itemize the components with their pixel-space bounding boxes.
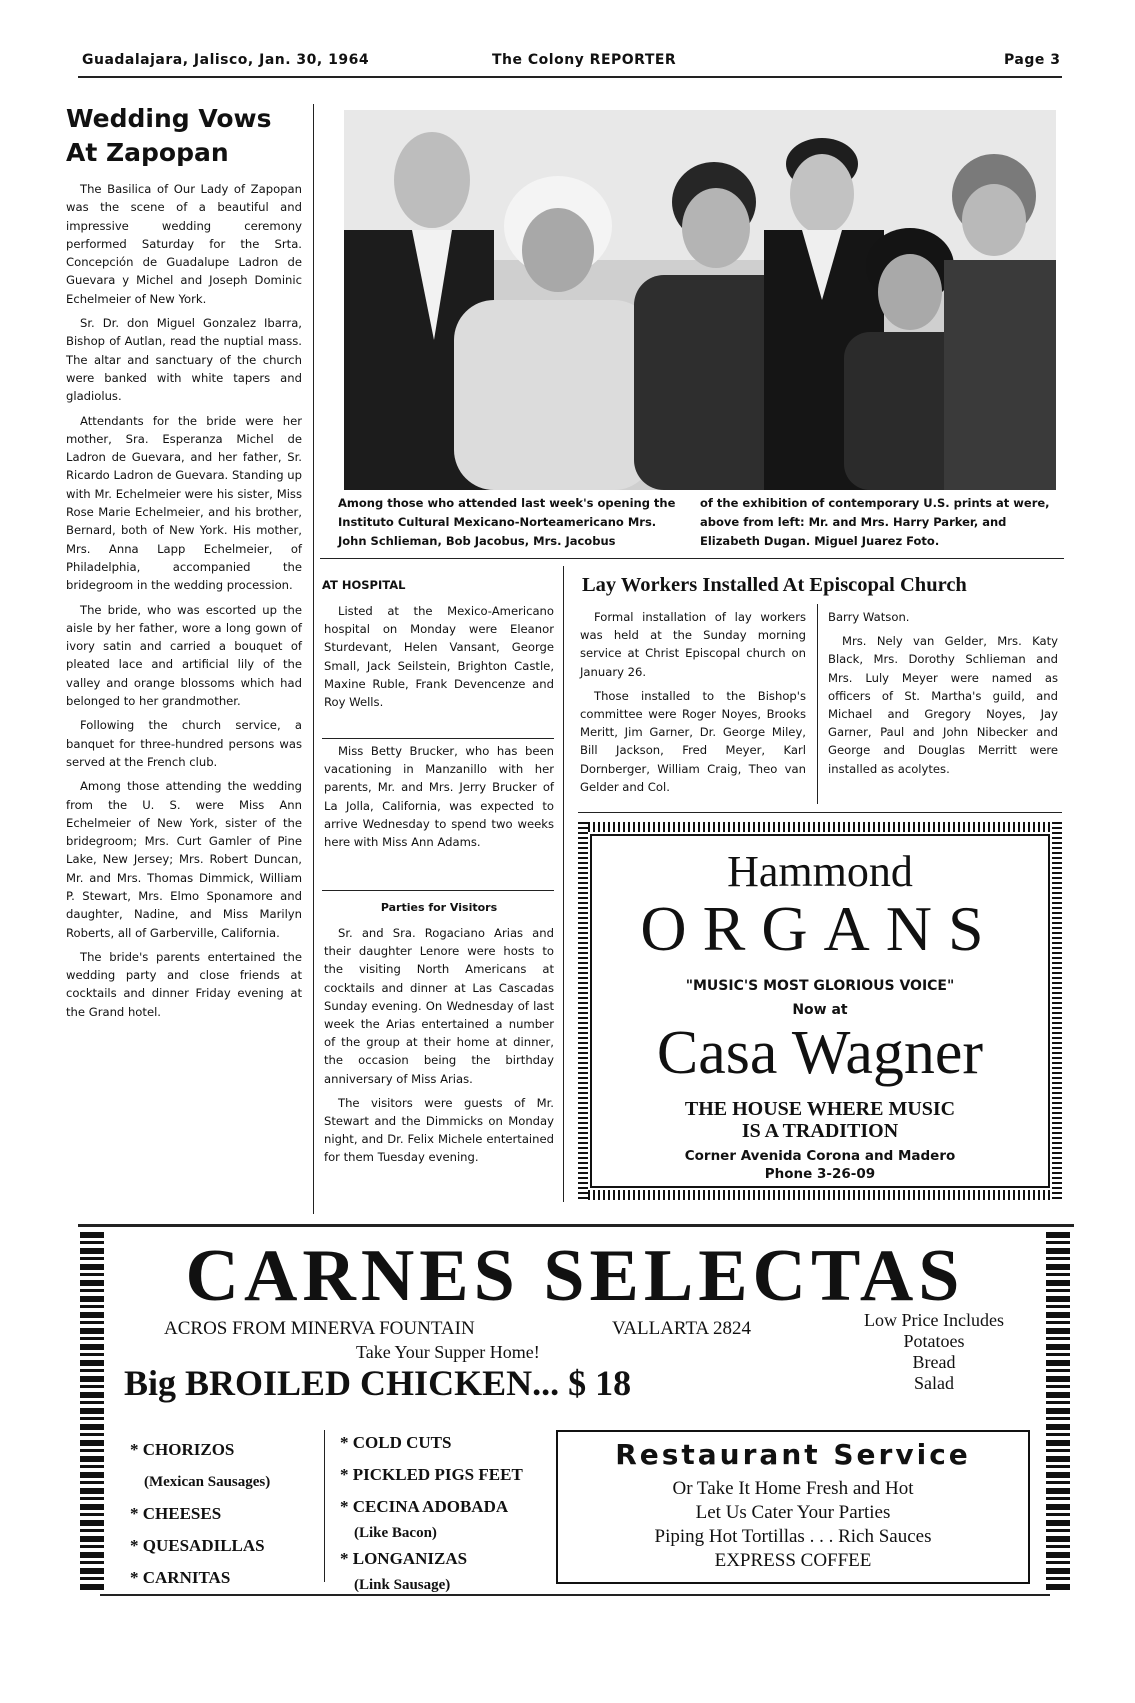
list-item: * LONGANIZAS — [340, 1549, 468, 1568]
ad-border-bottom — [578, 1190, 1062, 1200]
lay-workers-paragraph: Barry Watson. — [828, 610, 910, 624]
restaurant-line: EXPRESS COFFEE — [714, 1550, 872, 1571]
wedding-paragraph: Among those attending the wedding from the U. S. were Miss Ann Echelmeier of New York, sister of the bridegroom; Mrs. Curt Gamler of Pine Lake, New Jersey; Mrs. Robert Duncan, Mr. and Mrs. Thomas Dimmick, William P. Stewart, Mrs. Elmo Sponamore and daughter, Nadine, and Miss Marilyn Roberts, all of Garberville, California. — [66, 779, 302, 940]
carnes-address-left: ACROS FROM MINERVA FOUNTAIN — [164, 1318, 475, 1339]
bullet-icon: * — [340, 1549, 349, 1568]
wedding-paragraph: The Basilica of Our Lady of Zapopan was the scene of a beautiful and impressive wedding ceremony performed Saturday for the Srta. Concepción de Guadalupe Ladron de Guevara y Michel and Joseph Dominic Echelmeier of New York. — [66, 182, 302, 306]
hospital-article — [324, 602, 554, 717]
parties-heading: Parties for Visitors — [380, 901, 498, 914]
carnes-list-right — [340, 1430, 523, 1598]
parties-paragraph: The visitors were guests of Mr. Stewart and the Dimmicks on Monday night, and Dr. Felix Michele entertained for them Tuesday evening. — [324, 1095, 554, 1165]
carnes-address-right: VALLARTA 2824 — [612, 1318, 751, 1339]
hammond-phone: Phone 3-26-09 — [764, 1166, 876, 1182]
carnes-selectas-title: CARNES SELECTAS — [185, 1235, 965, 1317]
ad-border-left — [578, 822, 588, 1200]
bullet-icon: * — [130, 1536, 139, 1555]
restaurant-line: Or Take It Home Fresh and Hot — [672, 1478, 914, 1499]
wedding-paragraph: Following the church service, a banquet for three-hundred persons was served at the French club. — [66, 718, 302, 769]
photo-caption-left: Among those who attended last week's opening the Instituto Cultural Mexicano-Norteamericano Mrs. John Schlieman, Bob Jacobus, Mrs. Jacobus — [338, 496, 676, 548]
hammond-organs-ad — [578, 822, 1062, 1200]
restaurant-line: Piping Hot Tortillas . . . Rich Sauces — [654, 1526, 932, 1547]
ornament-border-left — [80, 1232, 104, 1592]
lay-workers-paragraph: Formal installation of lay workers was held at the Sunday morning service at Christ Episcopal church on January 26. — [580, 610, 806, 679]
brucker-article — [324, 742, 554, 857]
includes-line: Potatoes — [903, 1331, 965, 1351]
hospital-heading: AT HOSPITAL — [322, 578, 406, 592]
carnes-list-left — [130, 1434, 270, 1594]
list-item-note: (Like Bacon) — [354, 1525, 437, 1541]
bullet-icon: * — [340, 1433, 349, 1452]
parties-article — [324, 924, 554, 1173]
header-rule — [78, 76, 1062, 78]
bullet-icon: * — [340, 1497, 349, 1516]
wedding-paragraph: Sr. Dr. don Miguel Gonzalez Ibarra, Bishop of Autlan, read the nuptial mass. The altar and sanctuary of the church were banked with white tapers and gladiolus. — [66, 316, 302, 404]
parties-paragraph: Sr. and Sra. Rogaciano Arias and their daughter Lenore were hosts to the visiting North Americans at cocktails and dinner at Las Cascadas Sunday evening. On Wednesday of last week the Arias entertained a number of the group at their home at dinner, the occasion being the birthday anniversary of Miss Arias. — [324, 926, 554, 1086]
bullet-icon: * — [340, 1465, 349, 1484]
article-divider — [322, 890, 554, 891]
list-item: * COLD CUTS — [340, 1433, 452, 1452]
article-divider — [322, 738, 554, 739]
includes-line: Bread — [912, 1352, 956, 1372]
hammond-tagline-1: THE HOUSE WHERE MUSIC — [684, 1098, 956, 1120]
header-dateline: Guadalajara, Jalisco, Jan. 30, 1964 — [82, 52, 370, 68]
list-divider — [324, 1430, 325, 1582]
ad-bottom-rule — [100, 1594, 1050, 1596]
lay-workers-headline: Lay Workers Installed At Episcopal Church — [582, 574, 967, 596]
ad-top-rule — [78, 1224, 1074, 1227]
bullet-icon: * — [130, 1440, 139, 1459]
hammond-address: Corner Avenida Corona and Madero — [684, 1148, 956, 1164]
hospital-text: Listed at the Mexico-Americano hospital on Monday were Eleanor Sturdevant, Helen Vansant, George Small, Jack Seilstein, Brighton Castle, Maxine Ruble, Frank Devencenze and Roy Wells. — [324, 604, 554, 710]
wedding-headline-line1: Wedding Vows — [66, 104, 272, 133]
wedding-paragraph: Attendants for the bride were her mother, Sra. Esperanza Michel de Ladron de Guevara, and her father, Sr. Ricardo Ladron de Guevara. Standing up with Mr. Echelmeier were his sister, Miss Rose Marie Echelmeier, and his brother, Bernard, both of New York. His mother, Mrs. Anna Lapp Echelmeier, of Philadelphia, accompanied the bridegroom in the wedding procession. — [66, 413, 302, 593]
list-item: * PICKLED PIGS FEET — [340, 1465, 523, 1484]
carnes-chicken-offer: Big BROILED CHICKEN... $ 18 — [124, 1363, 632, 1403]
list-item: * CHEESES — [130, 1504, 222, 1523]
caption-rule — [320, 558, 1064, 559]
wedding-article — [66, 180, 302, 1027]
header-page-number: Page 3 — [1004, 52, 1061, 68]
column-divider — [563, 566, 564, 1202]
ornament-border-right — [1046, 1232, 1070, 1592]
hammond-tagline-2: IS A TRADITION — [741, 1120, 899, 1142]
wedding-headline-line2: At Zapopan — [66, 138, 229, 167]
casa-wagner-title: Casa Wagner — [656, 1019, 984, 1087]
carnes-includes — [834, 1310, 1034, 1394]
lay-workers-col2 — [828, 608, 1058, 784]
bullet-icon: * — [130, 1568, 139, 1587]
organs-title: ORGANS — [640, 893, 1000, 964]
ad-border-top — [578, 822, 1062, 832]
restaurant-line: Let Us Cater Your Parties — [695, 1502, 891, 1523]
lay-workers-col1 — [580, 608, 806, 802]
list-item-note: (Mexican Sausages) — [144, 1474, 271, 1490]
ad-border-right — [1052, 822, 1062, 1200]
lay-workers-paragraph: Those installed to the Bishop's committee were Roger Noyes, Brooks Meritt, Jim Garner, Dr. George Miley, Bill Jackson, Fred Meyer, Karl Dornberger, William Craig, Theo van Gelder and Col. — [580, 688, 806, 794]
list-item: * CARNITAS — [130, 1568, 231, 1587]
includes-line: Low Price Includes — [864, 1310, 1004, 1330]
wedding-paragraph: The bride, who was escorted up the aisle by her father, wore a long gown of ivory satin and carried a bouquet of pleated lace and artificial lily of the valley and orange blossoms which had belonged to her grandmother. — [66, 602, 302, 709]
list-item-note: (Link Sausage) — [354, 1577, 451, 1593]
bullet-icon: * — [130, 1504, 139, 1523]
restaurant-service-box — [556, 1430, 1030, 1584]
list-item: * CECINA ADOBADA — [340, 1497, 509, 1516]
wedding-paragraph: The bride's parents entertained the wedding party and close friends at cocktails and dinner Friday evening at the Grand hotel. — [66, 949, 302, 1019]
carnes-supper: Take Your Supper Home! — [356, 1342, 540, 1362]
group-photo — [344, 110, 1056, 490]
includes-line: Salad — [914, 1373, 954, 1393]
photo-caption-right: of the exhibition of contemporary U.S. prints at were, above from left: Mr. and Mrs. Harry Parker, and Elizabeth Dugan. Miguel Juarez Foto. — [700, 496, 1050, 548]
header-masthead: The Colony REPORTER — [492, 52, 677, 68]
hammond-now-at: Now at — [792, 1002, 848, 1018]
list-item: * QUESADILLAS — [130, 1536, 265, 1555]
list-item: * CHORIZOS — [130, 1440, 235, 1459]
hammond-title: Hammond — [727, 847, 913, 896]
column-divider — [817, 604, 818, 804]
photo-illustration — [344, 110, 1056, 490]
lay-workers-paragraph: Mrs. Nely van Gelder, Mrs. Katy Black, Mrs. Dorothy Schlieman and Mrs. Luly Meyer were named as officers of St. Martha's guild, and Michael and Gregory Noyes, Jay Garner, Paul and John Nibecker and George and Douglas Merritt were installed as acolytes. — [828, 634, 1058, 776]
restaurant-service-title: Restaurant Service — [615, 1438, 971, 1471]
article-divider — [578, 812, 1062, 813]
brucker-text: Miss Betty Brucker, who has been vacationing in Manzanillo with her parents, Mr. and Mrs. Jerry Brucker of La Jolla, California, was expected to arrive Wednesday to spend two weeks here with Miss Ann Adams. — [324, 744, 554, 850]
hammond-slogan: "MUSIC'S MOST GLORIOUS VOICE" — [685, 978, 955, 994]
column-divider — [313, 104, 314, 1214]
